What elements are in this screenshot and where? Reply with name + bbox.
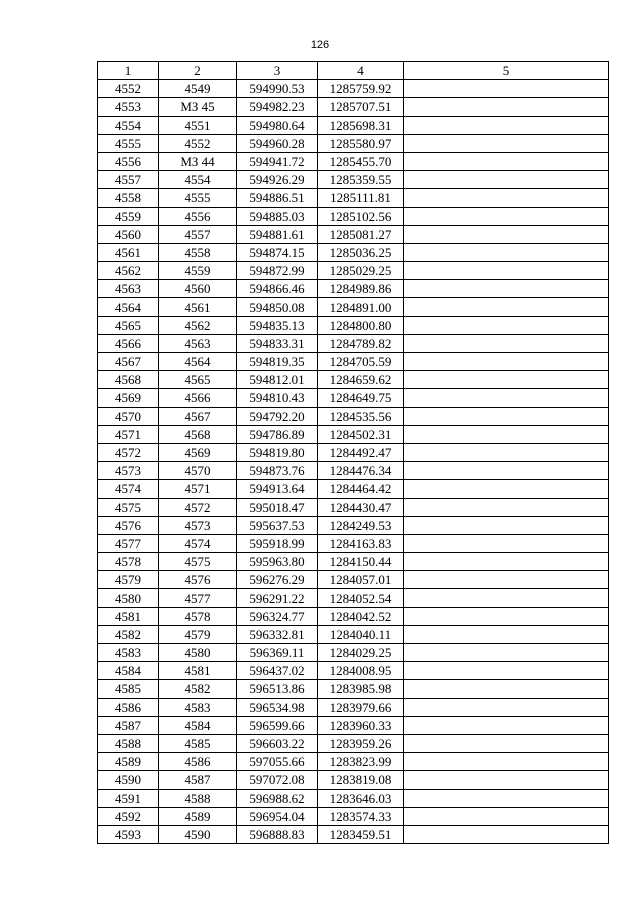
cell-point-number: 4559	[98, 207, 159, 225]
cell-point-number: 4583	[98, 644, 159, 662]
cell-coordinate-y: 1283985.98	[318, 680, 404, 698]
column-header: 5	[404, 62, 609, 80]
cell-point-number: 4555	[98, 134, 159, 152]
cell-coordinate-x: 596324.77	[237, 607, 318, 625]
cell-reference-point: 4583	[159, 698, 237, 716]
cell-point-number: 4588	[98, 734, 159, 752]
cell-note	[404, 407, 609, 425]
cell-point-number: 4592	[98, 807, 159, 825]
cell-coordinate-x: 595963.80	[237, 553, 318, 571]
cell-coordinate-x: 594819.35	[237, 353, 318, 371]
table-row	[98, 716, 609, 734]
cell-reference-point: 4589	[159, 807, 237, 825]
cell-point-number: 4581	[98, 607, 159, 625]
cell-coordinate-y: 1284705.59	[318, 353, 404, 371]
cell-reference-point: 4581	[159, 662, 237, 680]
cell-coordinate-y: 1284052.54	[318, 589, 404, 607]
cell-coordinate-y: 1283459.51	[318, 825, 404, 843]
cell-coordinate-y: 1284430.47	[318, 498, 404, 516]
cell-note	[404, 498, 609, 516]
cell-point-number: 4580	[98, 589, 159, 607]
cell-coordinate-x: 594866.46	[237, 280, 318, 298]
cell-coordinate-x: 594913.64	[237, 480, 318, 498]
table-row	[98, 534, 609, 552]
cell-coordinate-x: 595018.47	[237, 498, 318, 516]
cell-point-number: 4552	[98, 80, 159, 98]
cell-point-number: 4587	[98, 716, 159, 734]
cell-coordinate-x: 594980.64	[237, 116, 318, 134]
cell-coordinate-x: 597072.08	[237, 771, 318, 789]
cell-note	[404, 807, 609, 825]
cell-note	[404, 280, 609, 298]
cell-note	[404, 480, 609, 498]
table-row	[98, 498, 609, 516]
cell-coordinate-x: 594926.29	[237, 171, 318, 189]
cell-coordinate-x: 594850.08	[237, 298, 318, 316]
cell-reference-point: 4585	[159, 734, 237, 752]
cell-point-number: 4565	[98, 316, 159, 334]
cell-reference-point: 4560	[159, 280, 237, 298]
table-row	[98, 825, 609, 843]
cell-coordinate-y: 1284492.47	[318, 443, 404, 461]
cell-point-number: 4593	[98, 825, 159, 843]
table-row	[98, 316, 609, 334]
cell-note	[404, 262, 609, 280]
cell-point-number: 4586	[98, 698, 159, 716]
cell-coordinate-x: 594881.61	[237, 225, 318, 243]
table-row	[98, 698, 609, 716]
cell-coordinate-x: 594812.01	[237, 371, 318, 389]
cell-point-number: 4582	[98, 625, 159, 643]
cell-reference-point: 4570	[159, 462, 237, 480]
cell-point-number: 4575	[98, 498, 159, 516]
cell-coordinate-x: 596513.86	[237, 680, 318, 698]
cell-note	[404, 225, 609, 243]
cell-coordinate-y: 1284150.44	[318, 553, 404, 571]
cell-coordinate-y: 1283646.03	[318, 789, 404, 807]
cell-coordinate-x: 596437.02	[237, 662, 318, 680]
cell-point-number: 4554	[98, 116, 159, 134]
cell-coordinate-x: 596291.22	[237, 589, 318, 607]
cell-coordinate-y: 1284502.31	[318, 425, 404, 443]
cell-note	[404, 734, 609, 752]
cell-note	[404, 116, 609, 134]
cell-coordinate-y: 1285698.31	[318, 116, 404, 134]
cell-note	[404, 716, 609, 734]
cell-note	[404, 789, 609, 807]
table-row	[98, 353, 609, 371]
cell-coordinate-y: 1284891.00	[318, 298, 404, 316]
cell-point-number: 4574	[98, 480, 159, 498]
table-row	[98, 80, 609, 98]
cell-reference-point: МЗ 45	[159, 98, 237, 116]
table-row	[98, 243, 609, 261]
cell-coordinate-x: 594835.13	[237, 316, 318, 334]
cell-reference-point: 4558	[159, 243, 237, 261]
cell-point-number: 4553	[98, 98, 159, 116]
cell-coordinate-x: 596988.62	[237, 789, 318, 807]
cell-coordinate-y: 1284659.62	[318, 371, 404, 389]
cell-coordinate-y: 1285029.25	[318, 262, 404, 280]
cell-point-number: 4577	[98, 534, 159, 552]
cell-coordinate-y: 1285102.56	[318, 207, 404, 225]
cell-reference-point: 4557	[159, 225, 237, 243]
cell-coordinate-x: 595637.53	[237, 516, 318, 534]
page-number: 126	[310, 39, 330, 51]
table-row	[98, 680, 609, 698]
cell-coordinate-x: 594960.28	[237, 134, 318, 152]
cell-note	[404, 553, 609, 571]
table-row	[98, 553, 609, 571]
cell-coordinate-x: 594819.80	[237, 443, 318, 461]
cell-note	[404, 389, 609, 407]
column-header: 1	[98, 62, 159, 80]
cell-note	[404, 443, 609, 461]
cell-reference-point: 4566	[159, 389, 237, 407]
cell-coordinate-y: 1284535.56	[318, 407, 404, 425]
cell-coordinate-y: 1284040.11	[318, 625, 404, 643]
cell-reference-point: 4586	[159, 753, 237, 771]
cell-coordinate-y: 1285359.55	[318, 171, 404, 189]
cell-reference-point: 4572	[159, 498, 237, 516]
cell-reference-point: 4577	[159, 589, 237, 607]
table-row	[98, 734, 609, 752]
table-row	[98, 334, 609, 352]
cell-point-number: 4568	[98, 371, 159, 389]
cell-reference-point: 4569	[159, 443, 237, 461]
table-row	[98, 389, 609, 407]
table-row	[98, 298, 609, 316]
cell-coordinate-x: 594810.43	[237, 389, 318, 407]
cell-note	[404, 825, 609, 843]
cell-point-number: 4584	[98, 662, 159, 680]
column-header: 3	[237, 62, 318, 80]
table-row	[98, 407, 609, 425]
cell-note	[404, 98, 609, 116]
cell-note	[404, 698, 609, 716]
cell-reference-point: 4584	[159, 716, 237, 734]
cell-point-number: 4556	[98, 152, 159, 170]
cell-coordinate-y: 1285081.27	[318, 225, 404, 243]
table-row	[98, 807, 609, 825]
table-row	[98, 571, 609, 589]
cell-coordinate-y: 1284008.95	[318, 662, 404, 680]
coordinates-table	[97, 61, 609, 844]
cell-coordinate-x: 594833.31	[237, 334, 318, 352]
cell-note	[404, 462, 609, 480]
cell-reference-point: 4587	[159, 771, 237, 789]
cell-point-number: 4572	[98, 443, 159, 461]
cell-note	[404, 134, 609, 152]
cell-note	[404, 298, 609, 316]
cell-reference-point: 4575	[159, 553, 237, 571]
cell-reference-point: 4579	[159, 625, 237, 643]
cell-coordinate-x: 594886.51	[237, 189, 318, 207]
cell-reference-point: 4580	[159, 644, 237, 662]
table-row	[98, 425, 609, 443]
cell-reference-point: 4568	[159, 425, 237, 443]
cell-coordinate-y: 1284464.42	[318, 480, 404, 498]
cell-point-number: 4566	[98, 334, 159, 352]
cell-coordinate-x: 596369.11	[237, 644, 318, 662]
table-row	[98, 262, 609, 280]
cell-coordinate-x: 594990.53	[237, 80, 318, 98]
cell-point-number: 4591	[98, 789, 159, 807]
cell-note	[404, 534, 609, 552]
table-row	[98, 171, 609, 189]
table-row	[98, 443, 609, 461]
cell-point-number: 4557	[98, 171, 159, 189]
cell-coordinate-y: 1284476.34	[318, 462, 404, 480]
cell-point-number: 4564	[98, 298, 159, 316]
table-row	[98, 371, 609, 389]
cell-coordinate-y: 1285759.92	[318, 80, 404, 98]
table-row	[98, 225, 609, 243]
cell-coordinate-x: 594792.20	[237, 407, 318, 425]
table-row	[98, 116, 609, 134]
cell-coordinate-y: 1285111.81	[318, 189, 404, 207]
cell-point-number: 4560	[98, 225, 159, 243]
cell-coordinate-y: 1285707.51	[318, 98, 404, 116]
cell-reference-point: 4555	[159, 189, 237, 207]
table-row	[98, 625, 609, 643]
cell-coordinate-y: 1284042.52	[318, 607, 404, 625]
cell-note	[404, 771, 609, 789]
cell-point-number: 4579	[98, 571, 159, 589]
cell-coordinate-y: 1283979.66	[318, 698, 404, 716]
cell-coordinate-y: 1285036.25	[318, 243, 404, 261]
cell-point-number: 4562	[98, 262, 159, 280]
cell-point-number: 4570	[98, 407, 159, 425]
cell-point-number: 4578	[98, 553, 159, 571]
cell-reference-point: 4565	[159, 371, 237, 389]
cell-reference-point: 4552	[159, 134, 237, 152]
table-row	[98, 644, 609, 662]
cell-coordinate-y: 1284789.82	[318, 334, 404, 352]
cell-note	[404, 207, 609, 225]
cell-point-number: 4558	[98, 189, 159, 207]
cell-note	[404, 644, 609, 662]
table-row	[98, 189, 609, 207]
cell-reference-point: 4567	[159, 407, 237, 425]
cell-coordinate-y: 1284057.01	[318, 571, 404, 589]
table-row	[98, 207, 609, 225]
table-row	[98, 753, 609, 771]
cell-point-number: 4576	[98, 516, 159, 534]
cell-coordinate-y: 1284249.53	[318, 516, 404, 534]
cell-point-number: 4561	[98, 243, 159, 261]
cell-note	[404, 80, 609, 98]
cell-reference-point: 4590	[159, 825, 237, 843]
cell-coordinate-x: 594941.72	[237, 152, 318, 170]
cell-coordinate-x: 594874.15	[237, 243, 318, 261]
cell-coordinate-y: 1284163.83	[318, 534, 404, 552]
cell-reference-point: 4571	[159, 480, 237, 498]
cell-reference-point: 4573	[159, 516, 237, 534]
table-row	[98, 152, 609, 170]
cell-point-number: 4585	[98, 680, 159, 698]
cell-note	[404, 152, 609, 170]
cell-reference-point: 4561	[159, 298, 237, 316]
cell-coordinate-x: 596954.04	[237, 807, 318, 825]
table-header-row	[98, 62, 609, 80]
table-row	[98, 607, 609, 625]
table-row	[98, 516, 609, 534]
cell-coordinate-y: 1283960.33	[318, 716, 404, 734]
table-body	[98, 80, 609, 844]
cell-reference-point: 4563	[159, 334, 237, 352]
cell-reference-point: 4564	[159, 353, 237, 371]
cell-reference-point: 4562	[159, 316, 237, 334]
cell-coordinate-x: 596332.81	[237, 625, 318, 643]
cell-note	[404, 243, 609, 261]
table-row	[98, 480, 609, 498]
table-row	[98, 589, 609, 607]
cell-reference-point: 4551	[159, 116, 237, 134]
table-row	[98, 98, 609, 116]
cell-coordinate-y: 1284029.25	[318, 644, 404, 662]
cell-coordinate-y: 1283574.33	[318, 807, 404, 825]
cell-note	[404, 425, 609, 443]
cell-coordinate-y: 1283959.26	[318, 734, 404, 752]
cell-coordinate-x: 594786.89	[237, 425, 318, 443]
cell-coordinate-x: 594982.23	[237, 98, 318, 116]
cell-note	[404, 189, 609, 207]
table-row	[98, 280, 609, 298]
cell-coordinate-y: 1285455.70	[318, 152, 404, 170]
cell-reference-point: 4576	[159, 571, 237, 589]
cell-note	[404, 589, 609, 607]
cell-note	[404, 316, 609, 334]
cell-coordinate-y: 1284800.80	[318, 316, 404, 334]
cell-reference-point: МЗ 44	[159, 152, 237, 170]
cell-point-number: 4589	[98, 753, 159, 771]
table-row	[98, 462, 609, 480]
table-row	[98, 789, 609, 807]
cell-point-number: 4590	[98, 771, 159, 789]
cell-note	[404, 353, 609, 371]
cell-note	[404, 516, 609, 534]
cell-coordinate-y: 1285580.97	[318, 134, 404, 152]
cell-note	[404, 625, 609, 643]
cell-note	[404, 753, 609, 771]
cell-reference-point: 4582	[159, 680, 237, 698]
column-header: 2	[159, 62, 237, 80]
cell-reference-point: 4554	[159, 171, 237, 189]
cell-coordinate-x: 594885.03	[237, 207, 318, 225]
table-row	[98, 771, 609, 789]
cell-coordinate-x: 596888.83	[237, 825, 318, 843]
table-row	[98, 134, 609, 152]
cell-point-number: 4571	[98, 425, 159, 443]
cell-coordinate-x: 597055.66	[237, 753, 318, 771]
column-header: 4	[318, 62, 404, 80]
table-row	[98, 662, 609, 680]
cell-point-number: 4563	[98, 280, 159, 298]
cell-reference-point: 4588	[159, 789, 237, 807]
cell-coordinate-x: 595918.99	[237, 534, 318, 552]
cell-reference-point: 4556	[159, 207, 237, 225]
cell-note	[404, 662, 609, 680]
cell-reference-point: 4549	[159, 80, 237, 98]
cell-note	[404, 607, 609, 625]
cell-coordinate-y: 1283819.08	[318, 771, 404, 789]
cell-coordinate-x: 596599.66	[237, 716, 318, 734]
cell-coordinate-x: 596603.22	[237, 734, 318, 752]
cell-note	[404, 680, 609, 698]
cell-coordinate-x: 594872.99	[237, 262, 318, 280]
cell-note	[404, 571, 609, 589]
cell-coordinate-x: 596534.98	[237, 698, 318, 716]
cell-coordinate-x: 596276.29	[237, 571, 318, 589]
cell-point-number: 4573	[98, 462, 159, 480]
cell-reference-point: 4578	[159, 607, 237, 625]
cell-coordinate-y: 1284989.86	[318, 280, 404, 298]
cell-coordinate-y: 1284649.75	[318, 389, 404, 407]
cell-reference-point: 4574	[159, 534, 237, 552]
cell-note	[404, 171, 609, 189]
cell-reference-point: 4559	[159, 262, 237, 280]
cell-coordinate-y: 1283823.99	[318, 753, 404, 771]
cell-note	[404, 334, 609, 352]
cell-point-number: 4569	[98, 389, 159, 407]
cell-note	[404, 371, 609, 389]
cell-point-number: 4567	[98, 353, 159, 371]
cell-coordinate-x: 594873.76	[237, 462, 318, 480]
